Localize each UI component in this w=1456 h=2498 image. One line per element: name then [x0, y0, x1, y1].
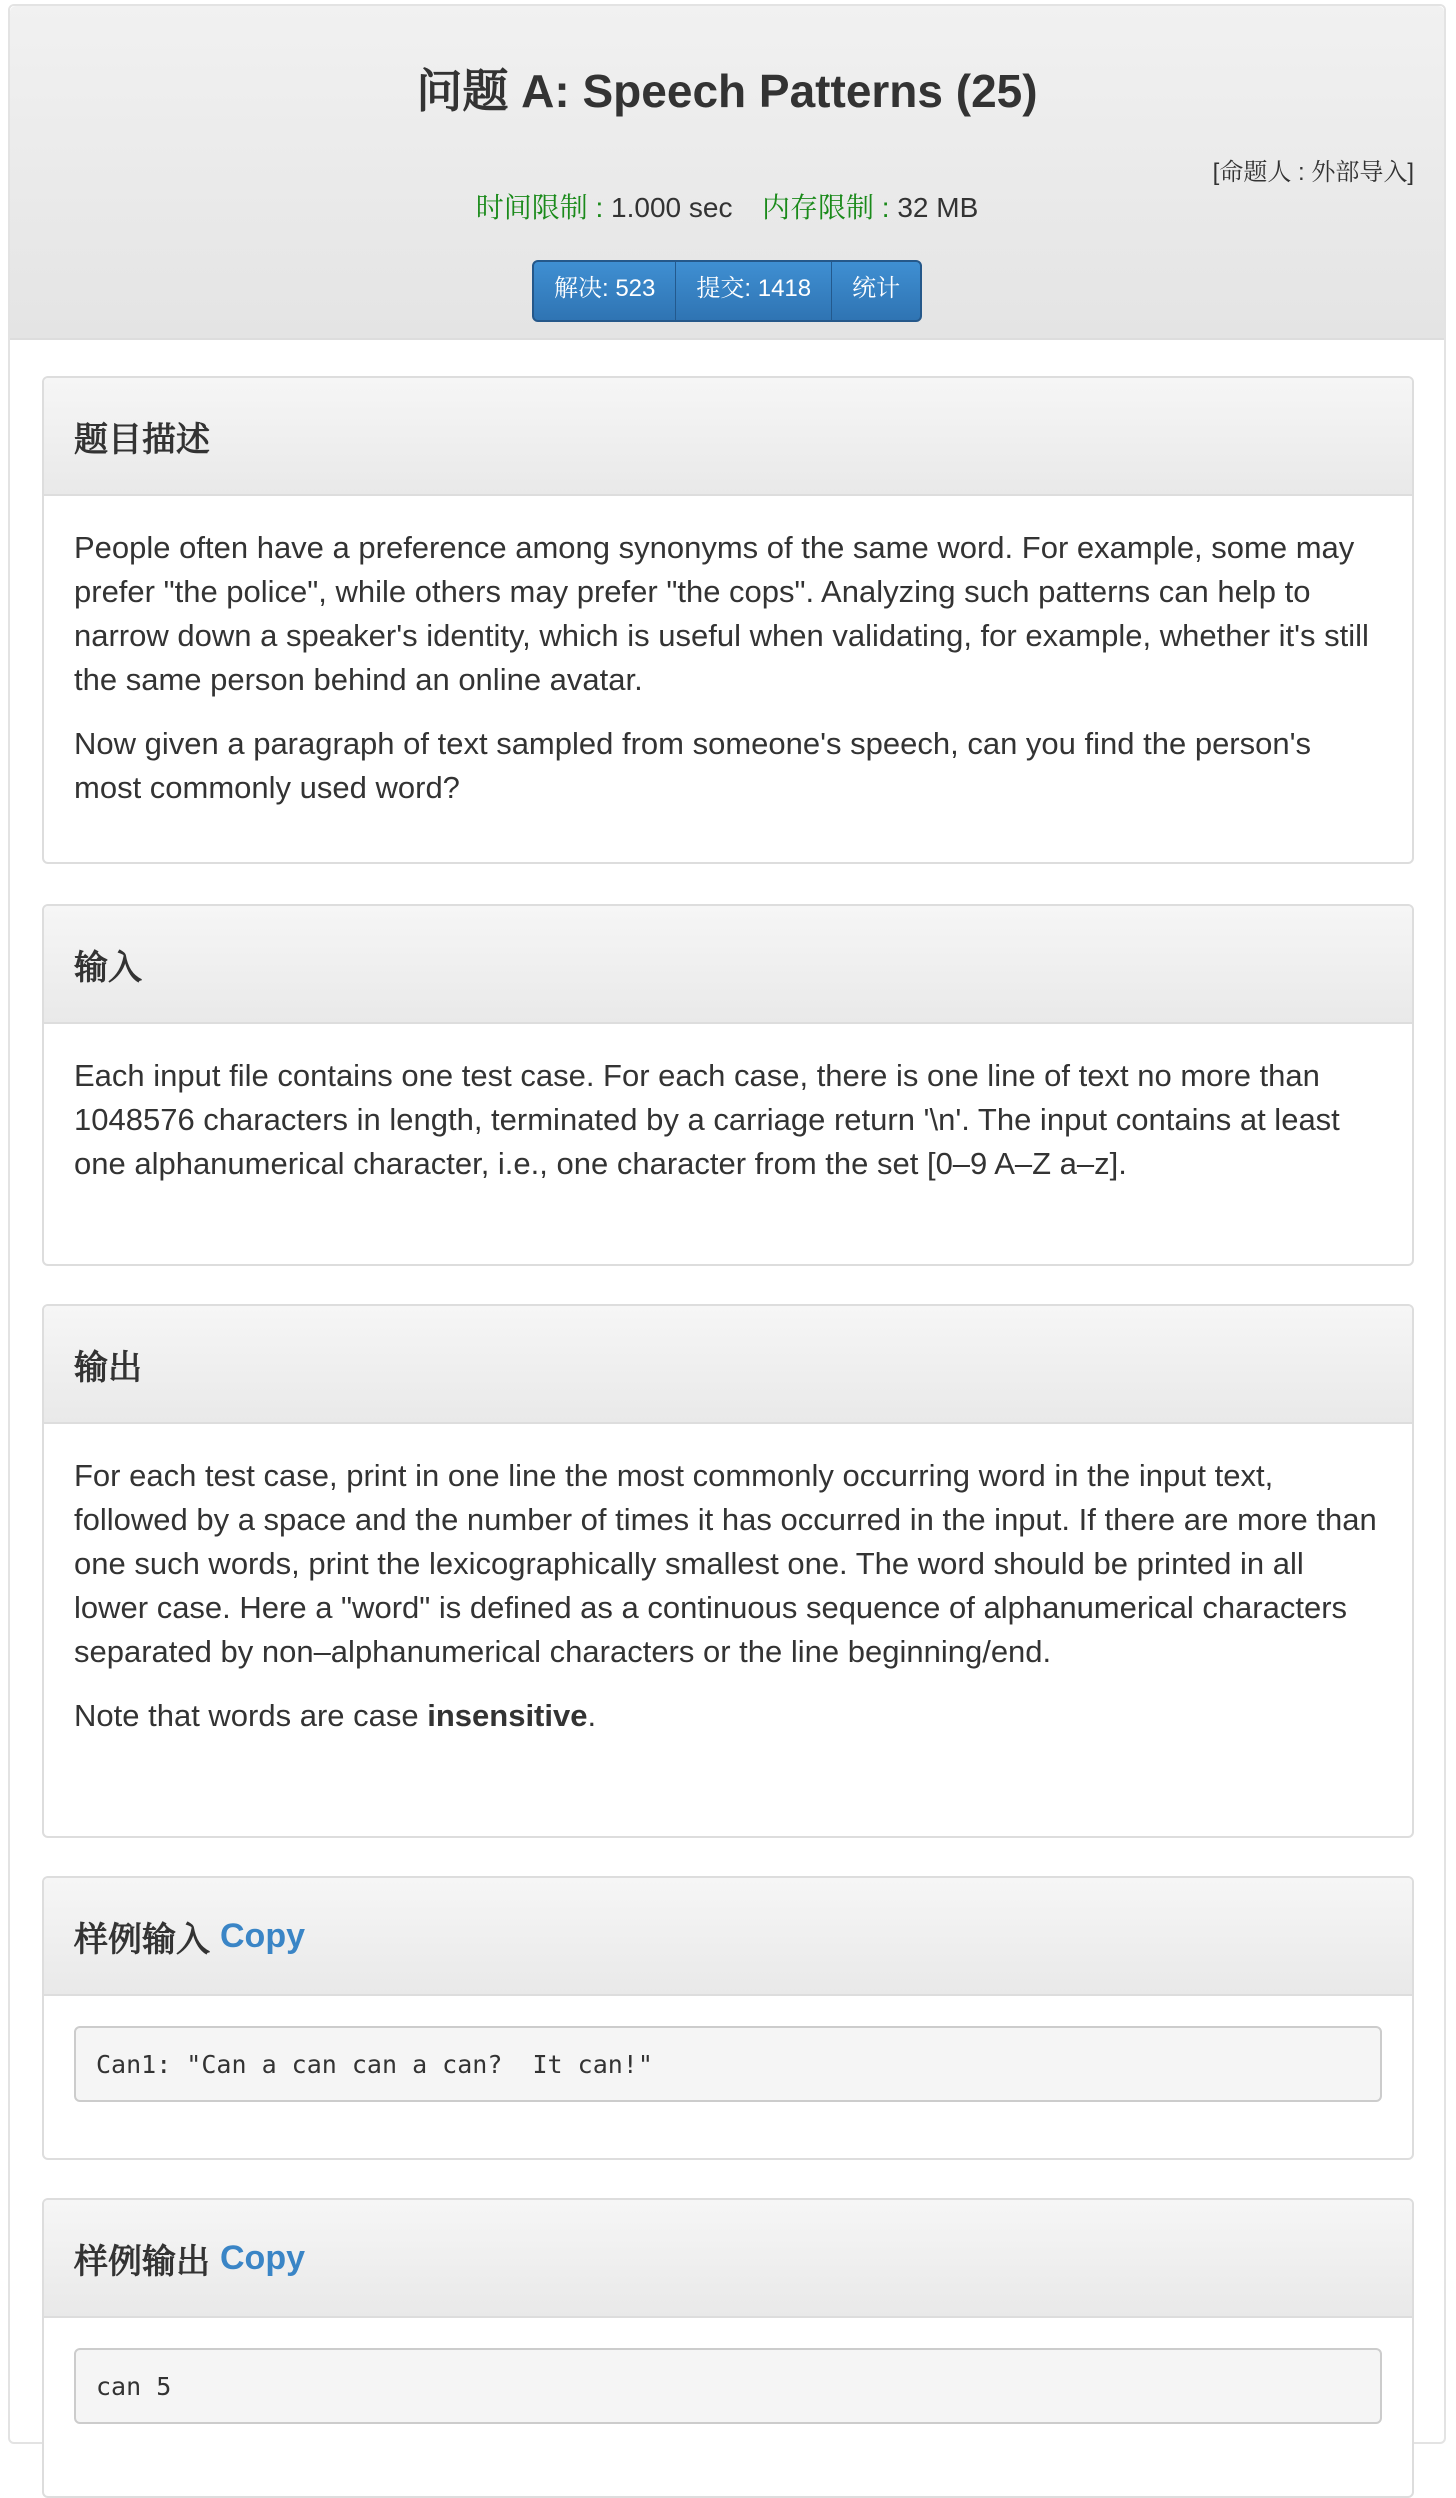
sample-input-header — [44, 1878, 1412, 1996]
memory-limit-label: 内存限制 : — [762, 192, 890, 223]
output-heading: 输出 — [44, 1306, 1412, 1424]
input-heading: 输入 — [44, 906, 1412, 1024]
note-prefix: Note that words are case — [74, 1698, 428, 1733]
description-paragraph: Now given a paragraph of text sampled from someone's speech, can you find the person's most commonly used word? — [74, 726, 1312, 805]
output-paragraph: For each test case, print in one line the most commonly occurring word in the input text, followed by a space and the number of times it has occurred in the input. If there are more than one such words, print the lexicographically smallest one. The word should be printed in all lower case. Here a "word" is defined as a continuous sequence of alphanumerical characters separated by non–alphanumerical characters or the line beginning/end. — [74, 1458, 1377, 1669]
input-panel — [42, 904, 1414, 1266]
note-bold: insensitive — [427, 1698, 588, 1733]
author-label: [命题人 : 外部导入] — [1212, 159, 1414, 186]
problem-header — [10, 6, 1444, 340]
sample-input-panel — [42, 1876, 1414, 2160]
memory-limit-value: 32 MB — [897, 192, 979, 223]
sample-output-header — [44, 2200, 1412, 2318]
solved-button[interactable]: 解决: 523 — [534, 262, 676, 320]
sample-input-heading: 样例输入 — [74, 1920, 210, 1959]
problem-container — [8, 4, 1446, 2444]
limits-line — [10, 186, 1444, 226]
sample-input-code: Can1: "Can a can can a can? It can!" — [74, 2026, 1382, 2102]
sample-output-heading: 样例输出 — [74, 2242, 210, 2281]
description-paragraph: People often have a preference among synonyms of the same word. For example, some may prefer "the police", while others may prefer "the cops". Analyzing such patterns can help to narrow down a speaker's identity, which is useful when validating, for example, whether it's still the same person behind an online avatar. — [74, 530, 1369, 697]
sample-output-copy-link[interactable]: Copy — [220, 2238, 305, 2277]
sample-output-panel — [42, 2198, 1414, 2498]
input-paragraph: Each input file contains one test case. For each case, there is one line of text no more than 1048576 characters in length, terminated by a carriage return '\n'. The input contains at least one alphanumerical character, i.e., one character from the set [0–9 A–Z a–z]. — [74, 1058, 1340, 1181]
stats-button-group — [532, 260, 922, 322]
page-title: 问题 A: Speech Patterns (25) — [416, 65, 1038, 117]
output-note — [74, 1694, 1382, 1738]
time-limit-value: 1.000 sec — [611, 192, 733, 223]
output-panel — [42, 1304, 1414, 1838]
description-panel — [42, 376, 1414, 864]
output-body — [44, 1424, 1412, 1778]
note-suffix: . — [587, 1698, 597, 1733]
time-limit-label: 时间限制 : — [475, 192, 604, 223]
sample-output-code: can 5 — [74, 2348, 1382, 2424]
input-body — [44, 1024, 1412, 1226]
stats-button[interactable]: 统计 — [852, 275, 901, 302]
submitted-button[interactable]: 提交: 1418 — [676, 262, 832, 320]
sample-input-copy-link[interactable]: Copy — [220, 1916, 305, 1955]
description-body — [44, 496, 1412, 850]
description-heading: 题目描述 — [44, 378, 1412, 496]
